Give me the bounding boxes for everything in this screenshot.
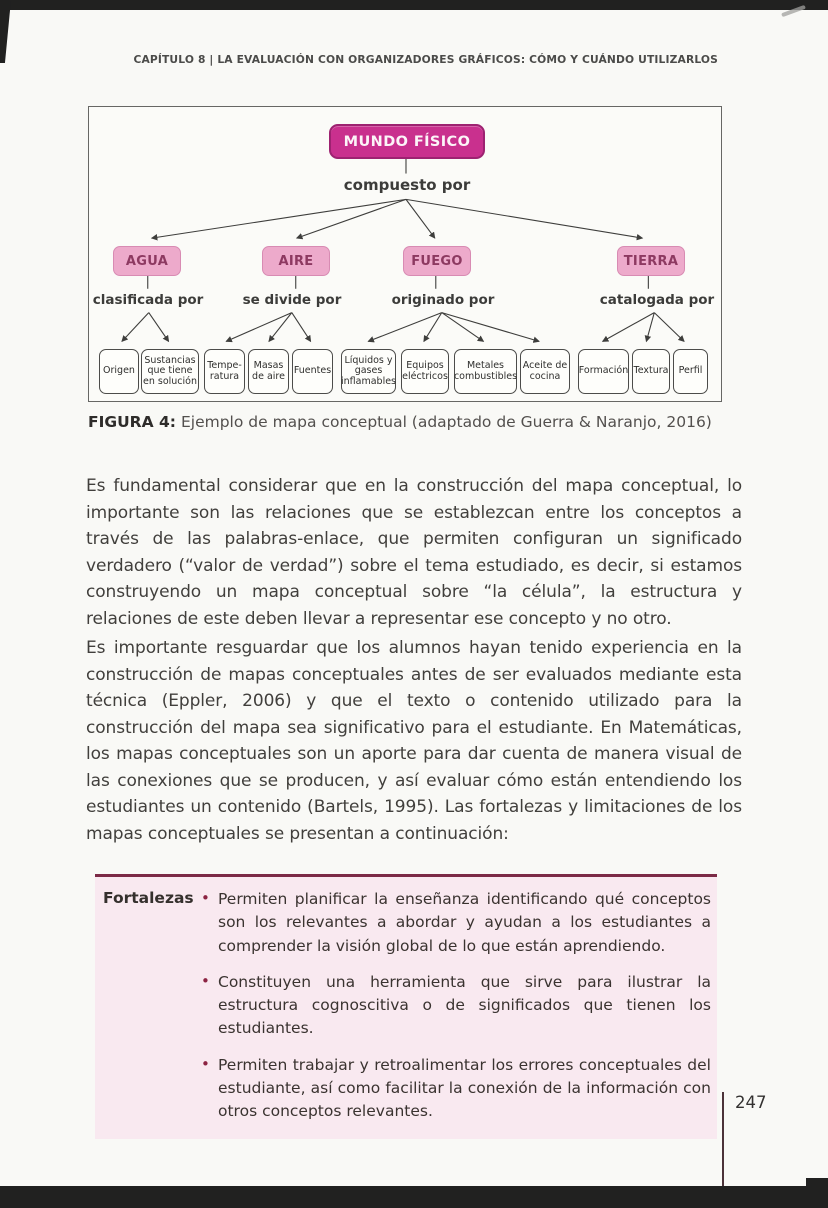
paragraph-2: Es importante resguardar que los alumnos hayan tenido experiencia en la construcción de mapas conceptuales antes de ser evaluados mediante esta técnica (Eppler, 2006) y que el texto o contenido utilizado para la construcción del mapa sea significativo para el estudiante. En Matemáticas, los mapas conceptuales son un aporte para dar cuenta de manera visual de las conexiones que se producen, y así evaluar cómo están entendiendo los estudiantes un contenido (Bartels, 1995). Las fortalezas y limitaciones de los mapas conceptuales se presentan a continuación: <box>86 638 742 844</box>
leaf-equipos: Equipos eléctricos <box>401 349 449 394</box>
bullet-dot-icon: • <box>201 889 210 907</box>
bullet-item <box>199 1054 711 1124</box>
bullet-text: Permiten planificar la enseñanza identificando qué conceptos son los relevantes a abordar y ayudan a los estudiantes a comprender la visión global de lo que están aprendiendo. <box>218 890 711 955</box>
bullet-text: Constituyen una herramienta que sirve para ilustrar la estructura cognoscitiva o de significados que tienen los estudiantes. <box>218 972 711 1038</box>
bullet-dot-icon: • <box>201 971 210 990</box>
link-clasificada-por: clasificada por <box>92 292 204 308</box>
leaf-temperatura: Tempe-ratura <box>204 349 245 394</box>
link-catalogada-por: catalogada por <box>599 292 715 308</box>
scan-edge-top <box>0 0 828 10</box>
page-number: 247 <box>735 1093 767 1112</box>
leaf-fuentes: Fuentes <box>292 349 333 394</box>
leaf-liquidos: Líquidos y gases inflamables <box>341 349 396 394</box>
bullet-list <box>199 888 711 1123</box>
paragraph-1: Es fundamental considerar que en la construcción del mapa conceptual, lo importante son las relaciones que se establezcan entre los conceptos a través de las palabras-enlace, que permiten configuran un significado verdadero (“valor de verdad”) sobre el tema estudiado, es decir, si estamos construyendo un mapa conceptual sobre “la célula”, la estructura y relaciones de este deben llevar a representar ese concepto y no otro. <box>86 476 742 629</box>
bullet-dot-icon: • <box>201 1054 210 1073</box>
page-number-rule <box>722 1092 724 1186</box>
scan-edge-corner <box>806 1178 828 1208</box>
scan-edge-bottom <box>0 1186 828 1208</box>
node-aire: AIRE <box>262 246 330 276</box>
link-originado-por: originado por <box>391 292 495 308</box>
bullet-text: Permiten trabajar y retroalimentar los errores conceptuales del estudiante, así como facilitar la conexión de la información con otros conceptos relevantes. <box>218 1055 711 1120</box>
node-fuego: FUEGO <box>403 246 471 276</box>
bullet-item <box>199 971 711 1041</box>
concept-map-figure <box>88 106 722 402</box>
leaf-formacion: Formación <box>578 349 629 394</box>
link-compuesto-por: compuesto por <box>343 176 471 194</box>
leaf-aceite: Aceite de cocina <box>520 349 570 394</box>
node-mundo-fisico: MUNDO FÍSICO <box>329 124 485 159</box>
leaf-origen: Origen <box>99 349 139 394</box>
figure-caption-text: Ejemplo de mapa conceptual (adaptado de Guerra & Naranjo, 2016) <box>180 413 712 431</box>
node-tierra: TIERRA <box>617 246 685 276</box>
figure-caption <box>88 413 738 431</box>
bullet-item <box>199 888 711 958</box>
leaf-textura: Textura <box>632 349 670 394</box>
leaf-masas-aire: Masas de aire <box>248 349 289 394</box>
figure-caption-label: FIGURA 4: <box>88 413 176 431</box>
node-agua: AGUA <box>113 246 181 276</box>
link-se-divide-por: se divide por <box>242 292 342 308</box>
scan-edge-left <box>0 0 11 63</box>
leaf-perfil: Perfil <box>673 349 708 394</box>
table-row-header: Fortalezas <box>103 889 194 907</box>
leaf-metales: Metales combustibles <box>454 349 517 394</box>
strengths-table <box>95 874 717 1139</box>
leaf-sustancias: Sustancias que tiene en solución <box>141 349 199 394</box>
running-header: CAPÍTULO 8 | LA EVALUACIÓN CON ORGANIZADORES GRÁFICOS: CÓMO Y CUÁNDO UTILIZARLOS <box>133 53 718 66</box>
